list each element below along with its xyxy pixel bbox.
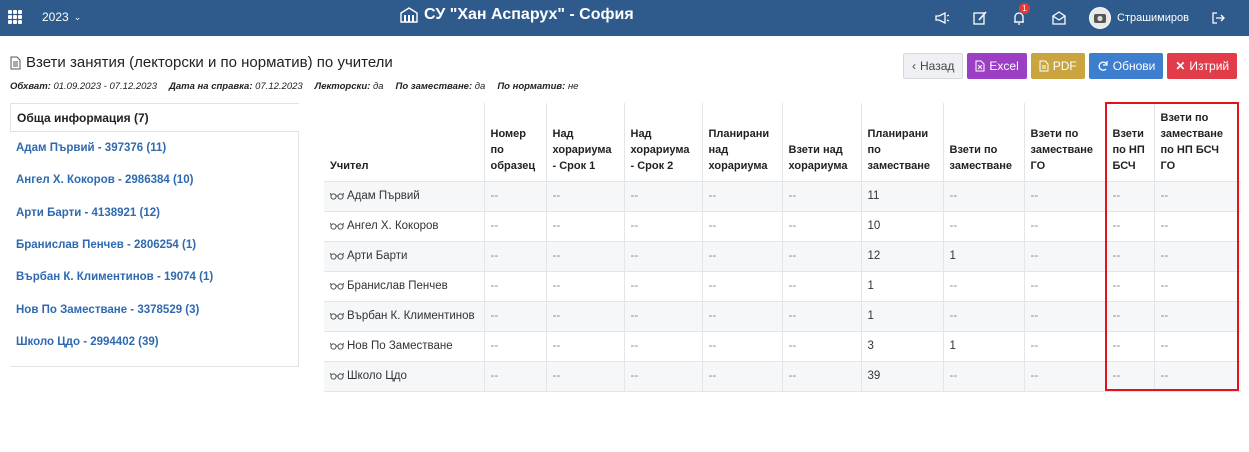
teacher-cell[interactable] bbox=[330, 310, 478, 322]
table-cell: 11 bbox=[861, 181, 943, 211]
sidebar-item-teacher[interactable]: Ангел Х. Кокоров - 2986384 (10) bbox=[16, 174, 194, 187]
table-cell: -- bbox=[1106, 331, 1154, 361]
top-navbar bbox=[0, 0, 1249, 36]
table-cell: -- bbox=[1024, 211, 1106, 241]
teacher-name: Арти Барти bbox=[347, 250, 408, 262]
column-header: Взети по заместване ГО bbox=[1024, 103, 1106, 181]
pdf-label: PDF bbox=[1052, 59, 1077, 73]
report-meta bbox=[10, 81, 590, 92]
table-cell: -- bbox=[546, 181, 624, 211]
table-cell: -- bbox=[484, 301, 546, 331]
sidebar-item-teacher[interactable]: Арти Барти - 4138921 (12) bbox=[16, 206, 160, 219]
table-row bbox=[324, 241, 1241, 271]
school-icon bbox=[400, 7, 418, 23]
sidebar-item-teacher[interactable]: Бранислав Пенчев - 2806254 (1) bbox=[16, 239, 197, 252]
table-cell: -- bbox=[1024, 331, 1106, 361]
column-header: Над хорариума - Срок 2 bbox=[624, 103, 702, 181]
table-cell: -- bbox=[1154, 181, 1241, 211]
table-cell: -- bbox=[782, 361, 861, 391]
teacher-name-cell bbox=[324, 331, 484, 361]
table-cell: -- bbox=[1154, 211, 1241, 241]
column-header: Взети по НП БСЧ bbox=[1106, 103, 1154, 181]
meta-value: да bbox=[372, 81, 384, 92]
table-cell: -- bbox=[484, 181, 546, 211]
sidebar-header-general-info[interactable]: Обща информация (7) bbox=[10, 103, 299, 132]
table-cell: -- bbox=[782, 331, 861, 361]
table-row bbox=[324, 271, 1241, 301]
bell-icon[interactable] bbox=[1010, 4, 1028, 27]
delete-label: Изтрий bbox=[1189, 59, 1230, 73]
glasses-icon bbox=[330, 252, 344, 260]
refresh-button[interactable] bbox=[1089, 53, 1164, 79]
table-cell: -- bbox=[702, 211, 782, 241]
sidebar-item-teacher[interactable]: Школо Цдо - 2994402 (39) bbox=[16, 335, 159, 348]
teacher-sidebar bbox=[10, 103, 299, 367]
column-header: Учител bbox=[330, 159, 369, 172]
table-cell: -- bbox=[624, 301, 702, 331]
table-cell: -- bbox=[624, 211, 702, 241]
column-header: Номер по образец bbox=[484, 103, 546, 181]
teacher-name-cell bbox=[324, 241, 484, 271]
table-header-row bbox=[324, 103, 1241, 181]
table-cell: -- bbox=[1106, 241, 1154, 271]
teacher-cell[interactable] bbox=[330, 340, 478, 352]
table-cell: -- bbox=[1106, 271, 1154, 301]
table-cell: -- bbox=[1154, 301, 1241, 331]
teacher-name: Школо Цдо bbox=[347, 370, 407, 382]
glasses-icon bbox=[330, 312, 344, 320]
excel-button[interactable] bbox=[967, 53, 1026, 79]
table-row bbox=[324, 301, 1241, 331]
table-cell: -- bbox=[943, 361, 1024, 391]
table-cell: -- bbox=[782, 301, 861, 331]
table-cell: 3 bbox=[861, 331, 943, 361]
report-table bbox=[324, 103, 1241, 392]
table-cell: -- bbox=[943, 181, 1024, 211]
table-cell: -- bbox=[1154, 241, 1241, 271]
table-cell: 39 bbox=[861, 361, 943, 391]
table-cell: -- bbox=[484, 361, 546, 391]
refresh-icon bbox=[1097, 60, 1109, 72]
table-row bbox=[324, 331, 1241, 361]
table-cell: -- bbox=[1154, 331, 1241, 361]
table-cell: -- bbox=[1106, 181, 1154, 211]
avatar bbox=[1089, 7, 1111, 29]
user-menu[interactable] bbox=[1089, 7, 1189, 29]
teacher-cell[interactable] bbox=[330, 370, 478, 382]
table-cell: -- bbox=[1024, 241, 1106, 271]
column-header: Планирани по заместване bbox=[861, 103, 943, 181]
table-cell: -- bbox=[624, 271, 702, 301]
school-name: СУ "Хан Аспарух" - София bbox=[424, 6, 634, 23]
table-cell: -- bbox=[1106, 361, 1154, 391]
table-cell: -- bbox=[702, 331, 782, 361]
pdf-file-icon bbox=[1039, 60, 1049, 72]
column-header: Взети по заместване по НП БСЧ ГО bbox=[1154, 103, 1241, 181]
meta-value: 07.12.2023 bbox=[255, 81, 303, 92]
teacher-name: Върбан К. Климентинов bbox=[347, 310, 475, 322]
table-cell: -- bbox=[484, 271, 546, 301]
table-cell: -- bbox=[702, 301, 782, 331]
table-cell: -- bbox=[1024, 301, 1106, 331]
table-cell: -- bbox=[782, 271, 861, 301]
glasses-icon bbox=[330, 342, 344, 350]
table-cell: -- bbox=[624, 241, 702, 271]
column-header: Взети над хорариума bbox=[782, 103, 861, 181]
table-cell: -- bbox=[943, 301, 1024, 331]
column-header: Планирани над хорариума bbox=[702, 103, 782, 181]
teacher-cell[interactable] bbox=[330, 250, 478, 262]
table-cell: -- bbox=[484, 331, 546, 361]
page-title bbox=[10, 54, 393, 71]
table-cell: -- bbox=[546, 241, 624, 271]
table-cell: -- bbox=[484, 241, 546, 271]
teacher-list bbox=[10, 132, 299, 367]
teacher-name: Нов По Заместване bbox=[347, 340, 453, 352]
table-row bbox=[324, 361, 1241, 391]
table-cell: -- bbox=[546, 211, 624, 241]
meta-value: да bbox=[474, 81, 486, 92]
table-cell: -- bbox=[1106, 211, 1154, 241]
table-cell: -- bbox=[1154, 271, 1241, 301]
meta-label: По заместване: bbox=[395, 81, 473, 92]
table-cell: -- bbox=[624, 181, 702, 211]
table-cell: -- bbox=[624, 331, 702, 361]
table-body bbox=[324, 181, 1241, 391]
meta-label: Дата на справка: bbox=[169, 81, 253, 92]
table-cell: 12 bbox=[861, 241, 943, 271]
meta-label: По норматив: bbox=[497, 81, 566, 92]
action-toolbar bbox=[903, 53, 1237, 79]
table-cell: -- bbox=[702, 241, 782, 271]
back-button[interactable] bbox=[903, 53, 963, 79]
table-cell: -- bbox=[1154, 361, 1241, 391]
table-cell: -- bbox=[1024, 181, 1106, 211]
glasses-icon bbox=[330, 192, 344, 200]
meta-value: не bbox=[567, 81, 579, 92]
edit-icon[interactable] bbox=[971, 9, 989, 27]
chevron-left-icon: ‹ bbox=[912, 59, 916, 73]
table-row bbox=[324, 181, 1241, 211]
table-row bbox=[324, 211, 1241, 241]
table-cell: 10 bbox=[861, 211, 943, 241]
table-cell: 1 bbox=[861, 271, 943, 301]
meta-label: Обхват: bbox=[10, 81, 51, 92]
page-title-text: Взети занятия (лекторски и по норматив) по учители bbox=[26, 54, 393, 71]
table-cell: -- bbox=[943, 211, 1024, 241]
glasses-icon bbox=[330, 222, 344, 230]
teacher-cell[interactable] bbox=[330, 190, 478, 202]
teacher-name-cell bbox=[324, 361, 484, 391]
glasses-icon bbox=[330, 282, 344, 290]
column-header: Взети по заместване bbox=[943, 103, 1024, 181]
excel-file-icon bbox=[975, 60, 985, 72]
sidebar-item-teacher[interactable]: Адам Първий - 397376 (11) bbox=[16, 142, 167, 155]
table-cell: -- bbox=[546, 331, 624, 361]
mail-icon[interactable] bbox=[1050, 9, 1068, 27]
teacher-name-cell bbox=[324, 181, 484, 211]
table-cell: -- bbox=[484, 211, 546, 241]
table-cell: 1 bbox=[861, 301, 943, 331]
meta-value: 01.09.2023 - 07.12.2023 bbox=[53, 81, 158, 92]
table-cell: -- bbox=[782, 241, 861, 271]
glasses-icon bbox=[330, 372, 344, 380]
table-cell: -- bbox=[782, 181, 861, 211]
teacher-cell[interactable] bbox=[330, 220, 478, 232]
table-cell: -- bbox=[1024, 271, 1106, 301]
teacher-name-cell bbox=[324, 301, 484, 331]
teacher-cell[interactable] bbox=[330, 280, 478, 292]
delete-button[interactable] bbox=[1167, 53, 1237, 79]
table-cell: -- bbox=[624, 361, 702, 391]
teacher-name: Бранислав Пенчев bbox=[347, 280, 448, 292]
teacher-name-cell bbox=[324, 211, 484, 241]
table-cell: -- bbox=[1024, 361, 1106, 391]
sidebar-item-teacher[interactable]: Нов По Заместване - 3378529 (3) bbox=[16, 303, 200, 316]
table-cell: -- bbox=[782, 211, 861, 241]
table-cell: -- bbox=[546, 361, 624, 391]
apps-grid-icon[interactable] bbox=[8, 10, 22, 24]
table-cell: -- bbox=[702, 361, 782, 391]
chevron-down-icon: ⌄ bbox=[73, 11, 82, 22]
table-cell: -- bbox=[943, 271, 1024, 301]
teacher-name-cell bbox=[324, 271, 484, 301]
megaphone-icon[interactable] bbox=[933, 9, 951, 27]
year-label: 2023 bbox=[42, 10, 69, 24]
notification-badge: 1 bbox=[1019, 3, 1030, 14]
teacher-name: Адам Първий bbox=[347, 190, 420, 202]
close-icon: ✕ bbox=[1175, 59, 1186, 73]
table-cell: 1 bbox=[943, 331, 1024, 361]
document-icon bbox=[10, 56, 21, 70]
meta-label: Лекторски: bbox=[314, 81, 371, 92]
table-cell: 1 bbox=[943, 241, 1024, 271]
school-title bbox=[400, 6, 634, 24]
refresh-label: Обнови bbox=[1112, 59, 1156, 73]
sidebar-item-teacher[interactable]: Върбан К. Климентинов - 19074 (1) bbox=[16, 271, 214, 284]
table-cell: -- bbox=[702, 181, 782, 211]
logout-icon[interactable] bbox=[1209, 9, 1227, 27]
table-cell: -- bbox=[546, 301, 624, 331]
excel-label: Excel bbox=[989, 59, 1019, 73]
table-cell: -- bbox=[546, 271, 624, 301]
column-header: Над хорариума - Срок 1 bbox=[546, 103, 624, 181]
year-selector[interactable] bbox=[42, 10, 81, 24]
table-cell: -- bbox=[702, 271, 782, 301]
report-table-wrap bbox=[324, 103, 1241, 392]
back-label: Назад bbox=[920, 59, 955, 73]
pdf-button[interactable] bbox=[1031, 53, 1085, 79]
user-name: Страшимиров bbox=[1117, 12, 1189, 24]
table-cell: -- bbox=[1106, 301, 1154, 331]
teacher-name: Ангел Х. Кокоров bbox=[347, 220, 439, 232]
